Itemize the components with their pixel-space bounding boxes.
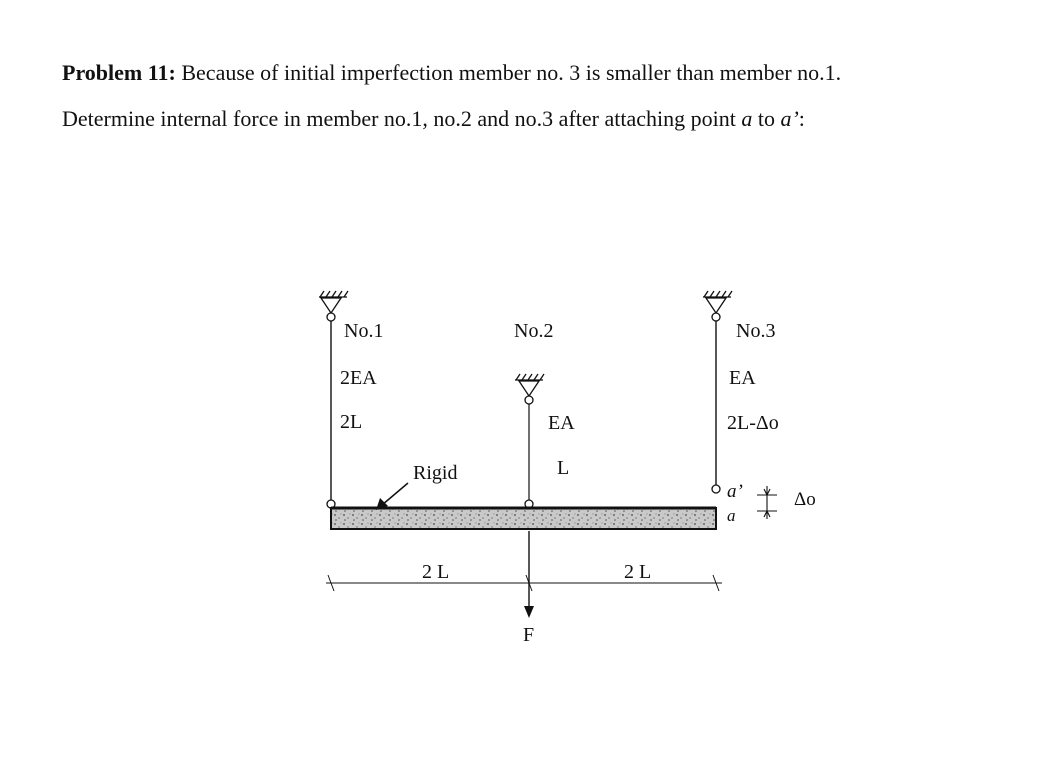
member-1-length: 2L [340,411,363,433]
dimension-line [326,575,722,591]
to-text: to [752,106,781,131]
problem-question: Determine internal force in member no.1, no.2 and no.3 after attaching point [62,106,742,131]
member-1-name: No.1 [344,320,384,342]
support-1 [319,291,348,321]
dimension-left-label: 2 L [422,561,450,583]
rigid-beam [331,508,716,529]
dimension-right-label: 2 L [624,561,652,583]
load-arrow [524,531,534,618]
support-2 [515,374,544,404]
point-a-prime-label: a’ [727,481,743,502]
gap-dimension [757,486,777,519]
member-1-stiffness: 2EA [340,367,377,389]
member-2-stiffness: EA [548,412,575,434]
point-a-ref: a [741,106,753,131]
member-3-length: 2L-Δo [727,412,779,434]
colon-text: : [798,106,805,131]
member-3-stiffness: EA [729,367,756,389]
problem-text: Because of initial imperfection member no. 3 is smaller than member no.1. [181,60,842,85]
support-3 [703,291,732,321]
gap-label: Δo [794,489,816,510]
member-2-name: No.2 [514,320,554,342]
rigid-pointer-arrow [376,483,408,510]
point-a-label: a [727,506,736,525]
point-a-prime-ref: a’ [780,106,799,131]
load-label: F [523,624,535,646]
member-2-length: L [557,457,570,479]
member-3-name: No.3 [736,320,776,342]
problem-label: Problem 11: [62,60,176,85]
pin-member-3-end [712,485,720,493]
rigid-label: Rigid [413,462,458,484]
